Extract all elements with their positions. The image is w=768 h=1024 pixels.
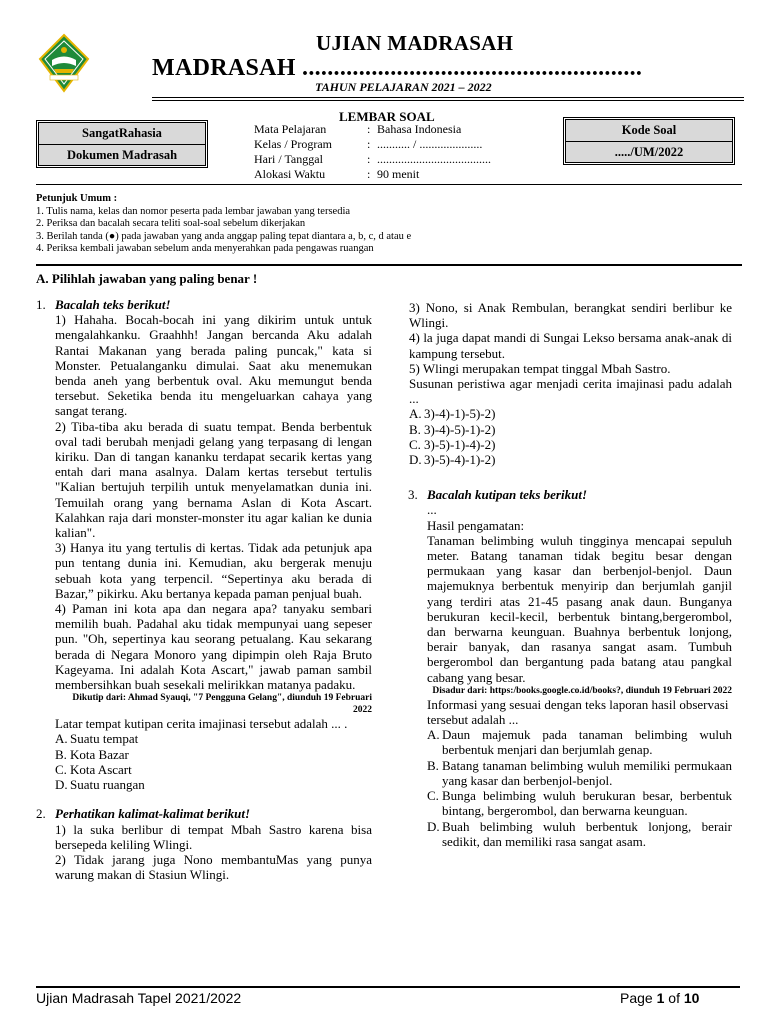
page-total: 10 [683, 990, 700, 1006]
question-number: 3. [408, 487, 418, 503]
sentence-item: 3) Nono, si Anak Rembulan, berangkat sendiri berlibur ke Wlingi. [409, 300, 732, 331]
question-text: Susunan peristiwa agar menjadi cerita imajinasi padu adalah ... [409, 376, 732, 407]
header-rule [152, 97, 744, 98]
document-label: Dokumen Madrasah [39, 145, 205, 165]
instruction-item: 2. Periksa dan bacalah secara teliti soal-soal sebelum dikerjakan [36, 218, 306, 229]
info-row: Alokasi Waktu : 90 menit [254, 167, 420, 181]
passage-subtitle: Hasil pengamatan: [427, 517, 525, 533]
question-heading: Perhatikan kalimat-kalimat berikut! [55, 806, 251, 822]
section-rule [36, 264, 742, 266]
question-heading: Bacalah teks berikut! [55, 297, 171, 312]
question-text: Latar tempat kutipan cerita imajinasi tersebut adalah ... . [55, 716, 348, 732]
exam-info [254, 122, 491, 182]
answer-option[interactable]: A. Suatu tempat [55, 731, 139, 747]
passage-paragraph: 4) Paman ini kota apa dan negara apa? tanyaku sembari memilih buah. Padahal aku tidak mempunyai uang sepeser pun. "Oh, sepertinya kau seorang petualang. Kau sekarang berada di Negara Monoro yang dipimpin oleh Raja Bruto Kageyama. Ini adalah Kota Ascart," jawab paman sambil membersihkan buah sesekali melirikkan matanya padaku. [55, 601, 372, 693]
question-3 [408, 487, 732, 849]
question-1 [36, 297, 372, 792]
header-rule-thin [152, 100, 744, 101]
question-number: 1. [36, 297, 46, 312]
instruction-item: 1. Tulis nama, kelas dan nomor peserta pada lembar jawaban yang tersedia [36, 205, 351, 217]
answer-option[interactable]: A. Daun majemuk pada tanaman belimbing wuluh berbentuk menjari dan berjumlah genap. [427, 727, 732, 758]
question-heading: Bacalah kutipan teks berikut! [427, 487, 587, 503]
lembar-soal-title: LEMBAR SOAL [339, 109, 435, 124]
answer-option[interactable]: D. Buah belimbing wuluh berbentuk lonjong, berair sedikit, dan memiliki rasa sangat asam. [427, 818, 732, 849]
of-word: of [668, 990, 680, 1006]
page-indicator [620, 990, 699, 1006]
confidential-box [36, 120, 208, 168]
passage-source: Disadur dari: https:/books.google.co.id/books?, diunduh 19 Februari 2022 [432, 685, 732, 696]
answer-option[interactable]: A. 3)-4)-1)-5)-2) [409, 406, 496, 422]
answer-option[interactable]: C. Kota Ascart [55, 761, 132, 777]
answer-option[interactable]: C. 3)-5)-1)-4)-2) [409, 436, 496, 452]
passage-ellipsis: ... [427, 502, 437, 518]
academic-year: TAHUN PELAJARAN 2021 – 2022 [315, 80, 492, 94]
instructions-title: Petunjuk Umum : [36, 193, 118, 204]
general-instructions [36, 193, 411, 256]
info-row: Kelas / Program : ........... / ..................... [254, 137, 483, 151]
confidential-label: SangatRahasia [39, 123, 205, 145]
madrasah-name: MADRASAH ...................................................... [152, 55, 643, 81]
kode-soal-value: ...../UM/2022 [566, 142, 732, 162]
answer-option[interactable]: C. Bunga belimbing wuluh berukuran besar, berbentuk bintang, bergerombol, dan berwarna keunguan. [427, 788, 732, 819]
left-column [36, 297, 372, 882]
answer-option[interactable]: B. Batang tanaman belimbing wuluh memiliki permukaan yang kasar dan berbenjol-benjol. [427, 757, 732, 788]
question-text: Informasi yang sesuai dengan teks laporan hasil observasi tersebut adalah ... [427, 696, 729, 728]
passage-paragraph: 2) Tiba-tiba aku berada di suatu tempat. Benda berbentuk oval tadi berubah menjadi gelang yang terpasang di lengan kiriku. Dan di tangan kananku terdapat secarik kertas yang entah dari mana asalnya. Dalam kertas tersebut tertulis "Kalian bertujuh terpilih untuk menyelamatkan dunia ini. Temuilah orang yang bernama Aslan di Kota Ascart. Kalahkan raja dari monster-monster itu agar kalian ke dunia kalian". [55, 418, 372, 541]
answer-option[interactable]: D. Suatu ruangan [55, 777, 145, 793]
kemenag-logo [38, 33, 90, 93]
footer-label: Ujian Madrasah Tapel 2021/2022 [36, 990, 242, 1006]
passage-paragraph: Tanaman belimbing wuluh tingginya mencapai sepuluh meter. Batang tanaman tidak begitu besar dengan permukaan yang kasar dan berbenjol-benjol. Daun majemuknya berbentuk menyirip dan berjumlah ganjil yang terdiri atas 21-45 pasang anak daun. Bunganya berukuran kecil-kecil, berbentuk bintang,bergerombol, dan berwarna keunguan. Buahnya berbentuk lonjong, berair banyak, dan rasanya sangat asam. Tumbuh bergerombol dan bergantung pada batang atau pangkal cabang yang besar. [427, 532, 732, 685]
footer-rule [36, 986, 740, 988]
instruction-item: 4. Periksa kembali jawaban sebelum anda menyerahkan pada pengawas ruangan [36, 243, 374, 254]
sentence-item: 1) la suka berlibur di tempat Mbah Sastro karena bisa bersepeda keliling Wlingi. [55, 821, 372, 852]
kode-soal-label: Kode Soal [566, 120, 732, 142]
sentence-item: 5) Wlingi merupakan tempat tinggal Mbah Sastro. [409, 360, 671, 376]
passage-source: Dikutip dari: Ahmad Syauqi, "7 Pengguna Gelang", diunduh 19 Februari 2022 [72, 693, 372, 716]
answer-option[interactable]: B. 3)-4)-5)-1)-2) [409, 421, 496, 437]
info-row: Mata Pelajaran : Bahasa Indonesia [254, 122, 462, 136]
answer-option[interactable]: D. 3)-5)-4)-1)-2) [409, 452, 496, 468]
passage-paragraph: 3) Hanya itu yang tertulis di kertas. Tidak ada petunjuk apa pun tentang dunia ini. Kemudian, aku bergerak menuju sebuah kota yang terpencil. “Sepertinya aku berada di Bazar,” pikirku. Aku bertanya kepada paman penjual buah. [55, 540, 372, 601]
section-a-heading: A. Pilihlah jawaban yang paling benar ! [36, 271, 258, 286]
question-number: 2. [36, 806, 46, 822]
passage-paragraph: 1) Hahaha. Bocah-bocah ini yang dikirim untuk untuk mengalahkanku. Graahhh! Jangan bercanda Aku adalah Rantai Makanan yang berada paling puncak," kata si Monster. Petualanganku dimulai. Saat aku menemukan benda aneh yang berbentuk oval. Aku memungut benda tersebut. Seketika benda itu mengeluarkan cahaya yang sangat terang. [55, 312, 372, 419]
page-word: Page [620, 990, 653, 1006]
info-row: Hari / Tanggal : ...................................... [254, 152, 491, 166]
exam-title: UJIAN MADRASAH [316, 31, 514, 55]
instruction-item: 3. Berilah tanda (●) pada jawaban yang anda anggap paling tepat diantara a, b, c, d atau e [36, 230, 412, 242]
section-rule [36, 184, 742, 185]
question-2 [36, 806, 372, 882]
kode-soal-box [563, 117, 735, 165]
sentence-item: 4) la juga dapat mandi di Sungai Lekso bersama anak-anak di kampung tersebut. [409, 330, 732, 361]
sentence-item: 2) Tidak jarang juga Nono membantuMas yang punya warung makan di Stasiun Wlingi. [55, 851, 372, 883]
page-number: 1 [656, 990, 665, 1006]
answer-option[interactable]: B. Kota Bazar [55, 746, 129, 762]
right-column [409, 300, 732, 849]
